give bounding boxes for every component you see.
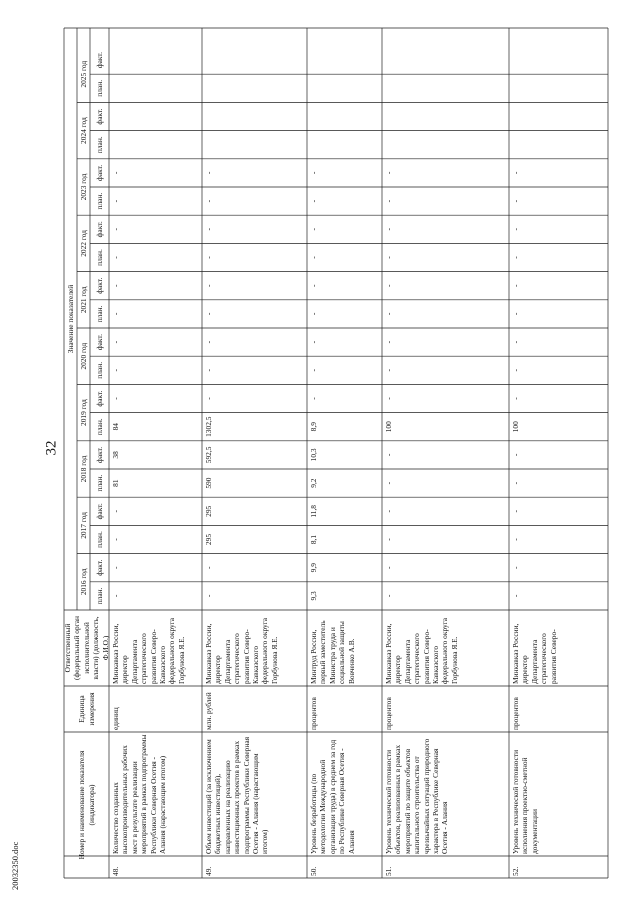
indicator-value: - [111,199,120,203]
header-year: 2018 год [78,455,88,483]
indicator-value: 1302,5 [204,416,213,437]
indicator-value: - [511,453,520,457]
header-responsible: Ответственный (федеральный орган исполнительной власти) (должность, Ф.И.О.) [62,616,110,680]
indicator-value: - [384,397,393,400]
indicator-unit: процентов [309,697,318,730]
indicator-responsible: Минкавказ России, директор Департамента стратегического развития Северо-Кавказского федерального округа Горбунова Я.Е. [204,617,279,684]
indicator-value: - [384,340,393,344]
indicator-value: - [204,256,213,259]
header-plan: план. [94,418,104,436]
header-fact: факт. [94,52,104,69]
indicator-unit: единиц [111,707,120,730]
indicator-value: 8,1 [309,534,318,545]
indicator-value: - [204,397,213,400]
indicator-value: - [309,256,318,259]
page-number-text: 32 [43,440,60,456]
header-values-group: Значение показателей [65,284,75,354]
row-number: 50. [309,866,318,876]
indicator-value: - [384,453,393,457]
row-number: 49. [204,866,213,876]
indicator-value: - [511,228,520,231]
header-plan: план. [94,361,104,379]
indicator-value: - [384,369,393,372]
indicator-value: - [111,594,120,598]
indicator-value: 81 [111,479,120,487]
header-unit: Единица измерения [77,692,96,726]
header-fact: факт. [94,390,104,407]
indicator-value: - [111,397,120,400]
indicator-value: - [384,171,393,175]
indicator-value: - [511,594,520,598]
indicator-value: - [511,256,520,259]
indicator-value: - [111,228,120,231]
indicator-value: - [511,369,520,372]
indicator-value: - [511,538,520,541]
indicator-value: - [511,340,520,344]
indicator-value: - [511,284,520,287]
indicator-unit: процентов [511,697,520,730]
indicator-value: - [384,481,393,485]
indicator-value: - [204,312,213,316]
indicator-value: - [384,256,393,259]
indicator-value: 295 [204,533,213,546]
header-plan: план. [94,136,104,154]
indicator-responsible: Минкавказ России, директор Департамента стратегического развития Северо-Кавказского федерального округа Горбунова Я.Е. [111,617,186,684]
indicator-unit: млн. рублей [204,692,213,730]
header-fact: факт. [94,277,104,294]
indicator-value: - [309,171,318,175]
row-number: 52. [511,866,520,876]
indicator-value: - [204,284,213,287]
indicator-responsible: Минкавказ России, директор Департамента стратегического развития Северо-Кавказского федерального округа Горбунова Я.Е. [384,617,459,684]
indicator-value: - [309,397,318,400]
header-year: 2021 год [78,286,88,314]
indicator-value: - [511,171,520,175]
indicator-value: - [111,510,120,513]
header-plan: план. [94,474,104,492]
header-plan: план. [94,192,104,210]
header-year: 2020 год [78,342,88,370]
indicator-value: - [384,284,393,287]
indicator-value: - [511,510,520,513]
indicator-value: - [309,284,318,287]
indicator-value: 9,3 [309,591,318,601]
header-plan: план. [94,305,104,323]
header-year: 2016 год [78,568,88,596]
indicator-value: - [204,594,213,598]
header-year: 2017 год [78,512,88,539]
indicator-value: - [111,340,120,344]
indicator-value: - [111,171,120,175]
header-indicator: Номер и наименование показателя (индикатора) [77,750,96,860]
indicators-table [64,28,608,878]
indicator-value: - [384,228,393,231]
indicator-value: - [384,199,393,203]
header-fact: факт. [94,108,104,125]
indicator-value: - [384,538,393,541]
indicator-value: - [309,369,318,372]
row-number: 48. [111,866,120,876]
indicator-unit: процентов [384,697,393,730]
header-plan: план. [94,79,104,97]
indicator-value: - [511,312,520,316]
indicator-value: - [384,566,393,569]
indicator-value: - [204,369,213,372]
indicator-value: - [384,312,393,316]
header-fact: факт. [94,334,104,351]
indicator-responsible: Минкавказ России, директор Департамента стратегического развития Северо- [511,623,558,684]
indicator-value: - [309,228,318,231]
indicator-value: 100 [511,421,520,433]
indicator-value: 590 [204,477,213,489]
indicator-value: - [511,566,520,569]
indicator-value: - [309,199,318,203]
indicator-value: - [309,312,318,316]
indicator-value: - [309,340,318,344]
indicator-value: 11,8 [309,504,318,518]
indicator-value: - [111,369,120,372]
indicator-value: - [511,397,520,400]
indicator-value: 10,3 [309,448,318,462]
header-fact: факт. [94,446,104,463]
indicator-value: - [384,510,393,513]
indicator-value: - [111,566,120,569]
indicator-value: 592,5 [204,446,213,464]
indicator-value: - [111,284,120,287]
document-code-text: 20032350.doc [10,841,20,890]
indicator-value: - [204,566,213,569]
indicator-value: - [384,594,393,598]
indicator-value: 9,2 [309,478,318,488]
header-fact: факт. [94,503,104,520]
indicator-value: 8,9 [309,422,318,432]
indicator-name: Уровень технической готовности исполнения проектно-сметной документации [511,749,539,854]
header-year: 2019 год [78,399,88,426]
row-number: 51. [384,866,393,876]
header-fact: факт. [94,221,104,238]
indicator-value: - [204,340,213,344]
indicator-name: Количество созданных высокопроизводительных рабочих мест в результате реализации мероприятий в рамках подпрограммы Республики Северная Осетия - Алания (нарастающим итогом) [111,734,168,854]
indicator-value: - [111,538,120,541]
indicator-value: - [204,228,213,231]
header-year: 2022 год [78,230,88,257]
header-plan: план. [94,249,104,266]
header-year: 2025 год [78,60,88,88]
header-year: 2024 год [78,117,88,144]
indicator-value: - [204,171,213,175]
indicator-value: - [204,199,213,203]
header-fact: факт. [94,559,104,576]
indicator-name: Уровень безработицы (по методологии Международной организации труда) в среднем за год по Республике Северная Осетия - Алания [309,739,356,854]
indicator-value: 84 [111,423,120,431]
indicator-value: 100 [384,421,393,433]
indicator-value: 9,9 [309,563,318,573]
header-plan: план. [94,587,104,605]
indicator-name: Уровень технической готовности объектов, реализованных в рамках мероприятий по защите объектов капитального строительства от чрезвычайных ситуаций природного характера в Республике Северная Осетия - Алания [384,738,450,854]
header-year: 2023 год [78,173,88,201]
indicator-value: 295 [204,505,213,517]
header-fact: факт. [94,164,104,181]
indicator-value: 38 [111,451,120,459]
indicator-value: - [111,312,120,316]
indicator-responsible: Минтруд России, первый заместитель Министра труда и социальной защиты Вовченко А.В. [309,620,356,684]
header-plan: план. [94,531,104,548]
indicator-value: - [511,481,520,485]
indicator-value: - [511,199,520,203]
indicator-name: Объем инвестиций (за исключением бюджетных инвестиций), направленных на реализацию инвестиционных проектов в рамках подпрограммы Республики Северная Осетия - Алания (нарастающим итогом) [204,737,270,854]
indicator-value: - [111,256,120,259]
